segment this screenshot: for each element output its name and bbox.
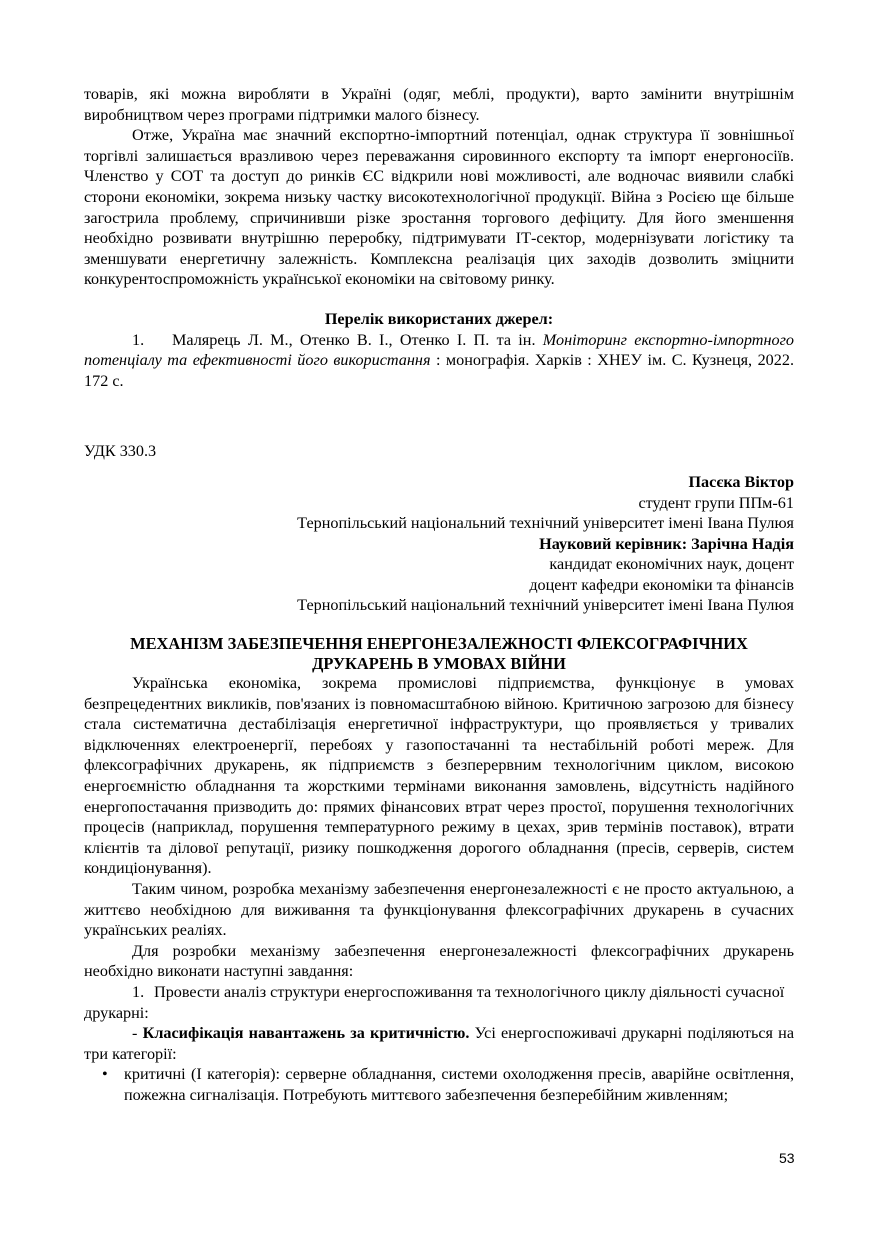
reference-authors: Малярець Л. М., Отенко В. І., Отенко І. П. та ін. [172,330,543,349]
supervisor-label: Науковий керівник [539,534,682,553]
sub-item-heading: Класифікація навантажень за критичністю. [142,1024,470,1043]
bullet-text: критичні (І категорія): серверне обладнання, системи охолодження пресів, аварійне освітлення, пожежна сигналізація. Потребують миттєвого забезпечення безперебійним живленням; [124,1065,794,1104]
bullet-item-critical [84,1064,794,1105]
supervisor-position: доцент кафедри економіки та фінансів [529,575,794,594]
task-text: Провести аналіз структури енергоспоживання та технологічного циклу діяльності сучасної друкарні: [84,982,785,1022]
task-number: 1. [132,982,145,1001]
udk-code: УДК 330.3 [84,442,157,461]
bullet-icon: • [102,1065,108,1084]
supervisor-name: Зарічна Надія [691,534,794,553]
article-paragraph-2: Таким чином, розробка механізму забезпечення енергонезалежності є не просто актуальною, а життєво необхідною для виживання та функціонування флексографічних друкарень в сучасних українських реаліях. [84,880,794,940]
reference-title: Моніторинг експортно-імпортного потенціалу та ефективності його використання [84,330,794,370]
author-university: Тернопільський національний технічний університет імені Івана Пулюя [297,514,794,533]
continuation-paragraph-2: Отже, Україна має значний експортно-імпортний потенціал, однак структура її зовнішньої торгівлі залишається вразливою через переважання сировинного експорту та імпорт енергоносіїв. Членство у СОТ та доступ до ринків ЄС відкрили нові можливості, але водночас виявили слабкі сторони економіки, зокрема низьку частку високотехнологічної продукції. Війна з Росією ще більше загострила проблему, спричинивши різке зростання торгового дефіциту. Для його зменшення необхідно розвивати внутрішню переробку, підтримувати ІТ-сектор, модернізувати логістику та зменшувати енергетичну залежність. Комплексна реалізація цих заходів дозволить зміцнити конкурентоспроможність української економіки на світовому ринку. [84,126,794,289]
author-block [84,472,794,616]
article-paragraph-3: Для розробки механізму забезпечення енергонезалежності флексографічних друкарень необхідно виконати наступні завдання: [84,941,794,981]
article-title-line-1: МЕХАНІЗМ ЗАБЕЗПЕЧЕННЯ ЕНЕРГОНЕЗАЛЕЖНОСТІ ФЛЕКСОГРАФІЧНИХ [130,634,748,654]
reference-number: 1. [132,330,145,349]
supervisor-line: Науковий керівник: Зарічна Надія [539,534,794,553]
continuation-paragraph-1: товарів, які можна виробляти в Україні (одяг, меблі, продукти), варто замінити внутрішнім виробництвом через програми підтримки малого бізнесу. [84,85,794,124]
reference-item [84,330,794,392]
author-name: Пасєка Віктор [688,472,794,491]
sub-item-classification [84,1023,794,1064]
document-page [84,84,794,1106]
reference-details: : монографія. Харків : ХНЕУ ім. С. Кузнеця, 2022. 172 с. [84,351,794,390]
article-title-line-2: ДРУКАРЕНЬ В УМОВАХ ВІЙНИ [312,653,566,673]
page-number: 53 [779,1150,795,1166]
task-item-1 [84,982,794,1023]
references-title: Перелік використаних джерел: [324,309,554,328]
sub-item-text: Усі енергоспоживачі друкарні поділяються на три категорії: [84,1024,795,1063]
supervisor-degree: кандидат економічних наук, доцент [549,555,794,574]
article-paragraph-1: Українська економіка, зокрема промислові підприємства, функціонує в умовах безпрецедентних викликів, пов'язаних із повномасштабною війною. Критичною загрозою для бізнесу стала систематична дестабілізація енергетичної інфраструктури, що проявляється у тривалих відключеннях електроенергії, перебоях у газопостачанні та нестабільній роботі мереж. Для флексографічних друкарень, як підприємств з безперервним технологічним циклом, високою енергоємністю обладнання та жорсткими термінами виконання замовлень, відсутність надійного енергопостачання призводить до: прямих фінансових втрат через простої, порушення технологічних процесів (наприклад, порушення температурного режиму в цехах, зрив термінів поставок), втрати клієнтів та ділової репутації, ризику пошкодження дорогого обладнання (пресів, серверів, систем кондиціонування). [84,674,794,878]
author-group: студент групи ППм-61 [638,493,794,512]
supervisor-university: Тернопільський національний технічний університет імені Івана Пулюя [297,596,794,615]
article-title [84,634,794,673]
sub-item-dash: - [132,1024,143,1043]
